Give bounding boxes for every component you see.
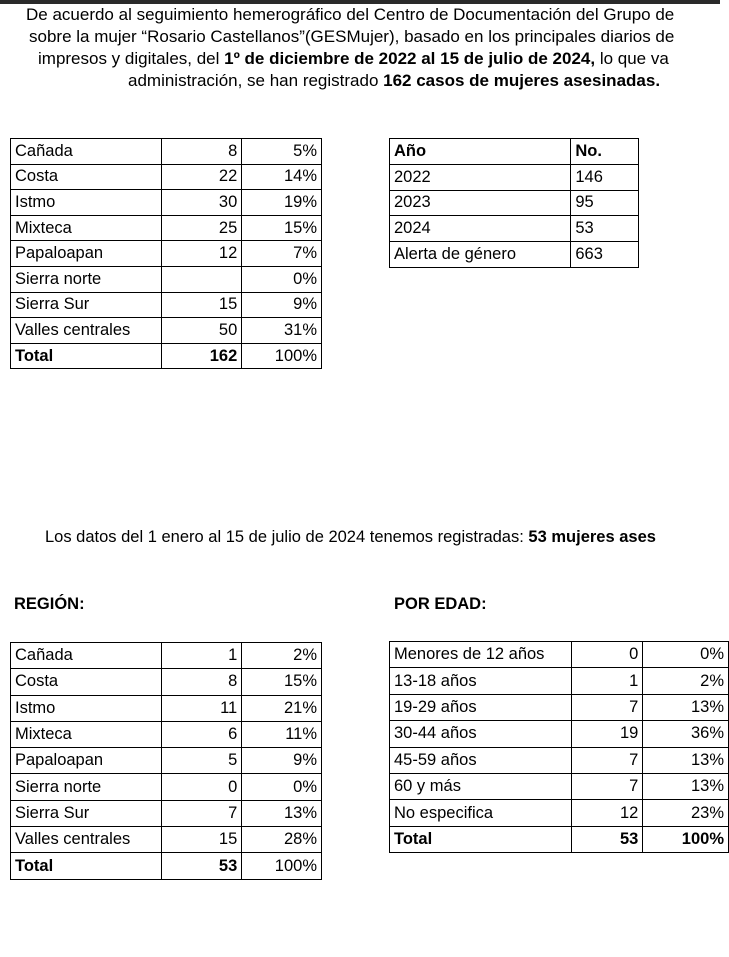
intro-line-3-tail: lo que va — [595, 49, 669, 68]
year-header-label: Año — [390, 139, 571, 165]
intro-period-bold: 1º de diciembre de 2022 al 15 de julio de 2024, — [224, 49, 596, 68]
age-range-cell: Menores de 12 años — [390, 642, 572, 668]
age-count-cell: 1 — [571, 668, 643, 694]
table-row — [390, 800, 729, 826]
region-percent-cell: 13% — [242, 800, 322, 826]
region-percent-cell: 5% — [242, 139, 322, 165]
table-row — [11, 139, 322, 165]
year-cell: 2024 — [390, 216, 571, 242]
region-percent-cell: 0% — [242, 774, 322, 800]
region-name-cell: Papaloapan — [11, 241, 162, 267]
region-count-cell: 8 — [161, 139, 242, 165]
total-label-cell: Total — [390, 826, 572, 852]
age-table — [389, 641, 729, 853]
age-percent-cell: 0% — [643, 642, 729, 668]
region-count-cell — [161, 266, 242, 292]
intro-line-4 — [128, 70, 660, 92]
year-cell: Alerta de género — [390, 242, 571, 268]
total-row — [11, 343, 322, 369]
region-count-cell: 0 — [161, 774, 242, 800]
region-percent-cell: 7% — [242, 241, 322, 267]
age-range-cell: 30-44 años — [390, 721, 572, 747]
table-row — [390, 747, 729, 773]
age-percent-cell: 13% — [643, 773, 729, 799]
table-row — [11, 721, 322, 747]
region-count-cell: 12 — [161, 241, 242, 267]
year-cell: 2023 — [390, 190, 571, 216]
table-row — [11, 190, 322, 216]
age-count-cell: 0 — [571, 642, 643, 668]
age-percent-cell: 13% — [643, 694, 729, 720]
table-row — [11, 215, 322, 241]
summary-count-bold: 53 mujeres ases — [528, 528, 656, 546]
year-table-header — [390, 139, 639, 165]
age-range-cell: 13-18 años — [390, 668, 572, 694]
region-percent-cell: 11% — [242, 721, 322, 747]
age-count-cell: 12 — [571, 800, 643, 826]
region-name-cell: Istmo — [11, 695, 162, 721]
region-percent-cell: 14% — [242, 164, 322, 190]
intro-line-3-text: impresos y digitales, del — [38, 49, 225, 68]
region-count-cell: 30 — [161, 190, 242, 216]
region-count-cell: 25 — [161, 215, 242, 241]
year-count-cell: 95 — [571, 190, 639, 216]
region-name-cell: Sierra Sur — [11, 800, 162, 826]
table-row — [11, 827, 322, 853]
intro-total-cases-bold: 162 casos de mujeres asesinadas. — [383, 71, 661, 90]
region-name-cell: Cañada — [11, 643, 162, 669]
region-count-cell: 1 — [161, 643, 242, 669]
age-range-cell: No especifica — [390, 800, 572, 826]
region-name-cell: Valles centrales — [11, 318, 162, 344]
region-name-cell: Costa — [11, 164, 162, 190]
region-name-cell: Cañada — [11, 139, 162, 165]
total-label-cell: Total — [11, 343, 162, 369]
table-row — [390, 721, 729, 747]
region-percent-cell: 9% — [242, 292, 322, 318]
summary-text: Los datos del 1 enero al 15 de julio de 2024 tenemos registradas: — [45, 528, 529, 546]
total-count-cell: 53 — [161, 853, 242, 879]
table-row — [11, 669, 322, 695]
age-percent-cell: 36% — [643, 721, 729, 747]
table-row — [11, 800, 322, 826]
table-row — [11, 748, 322, 774]
region-percent-cell: 31% — [242, 318, 322, 344]
region-name-cell: Mixteca — [11, 721, 162, 747]
region-name-cell: Sierra Sur — [11, 292, 162, 318]
table-row — [11, 266, 322, 292]
region-name-cell: Istmo — [11, 190, 162, 216]
table-row — [390, 773, 729, 799]
total-percent-cell: 100% — [242, 853, 322, 879]
age-count-cell: 7 — [571, 773, 643, 799]
age-range-cell: 19-29 años — [390, 694, 572, 720]
period-2024-summary — [45, 526, 656, 548]
region-percent-cell: 15% — [242, 669, 322, 695]
year-cell: 2022 — [390, 164, 571, 190]
region-name-cell: Sierra norte — [11, 774, 162, 800]
age-range-cell: 45-59 años — [390, 747, 572, 773]
total-count-cell: 53 — [571, 826, 643, 852]
table-row — [11, 292, 322, 318]
region-percent-cell: 19% — [242, 190, 322, 216]
region-percent-cell: 15% — [242, 215, 322, 241]
table-row — [390, 694, 729, 720]
age-heading: POR EDAD: — [394, 595, 487, 613]
total-count-cell: 162 — [161, 343, 242, 369]
region-count-cell: 11 — [161, 695, 242, 721]
table-row — [11, 643, 322, 669]
table-row — [11, 774, 322, 800]
total-row — [11, 853, 322, 879]
region-count-cell: 5 — [161, 748, 242, 774]
age-range-cell: 60 y más — [390, 773, 572, 799]
region-name-cell: Papaloapan — [11, 748, 162, 774]
region-count-cell: 8 — [161, 669, 242, 695]
count-header-label: No. — [571, 139, 639, 165]
region-percent-cell: 0% — [242, 266, 322, 292]
region-count-cell: 6 — [161, 721, 242, 747]
region-table-2024 — [10, 642, 322, 880]
table-row — [390, 190, 639, 216]
intro-line-1: De acuerdo al seguimiento hemerográfico del Centro de Documentación del Grupo de — [26, 5, 675, 24]
total-label-cell: Total — [11, 853, 162, 879]
total-percent-cell: 100% — [242, 343, 322, 369]
total-percent-cell: 100% — [643, 826, 729, 852]
age-percent-cell: 23% — [643, 800, 729, 826]
region-count-cell: 50 — [161, 318, 242, 344]
age-count-cell: 7 — [571, 747, 643, 773]
table-row — [390, 642, 729, 668]
age-count-cell: 7 — [571, 694, 643, 720]
region-heading: REGIÓN: — [14, 595, 85, 613]
region-count-cell: 7 — [161, 800, 242, 826]
region-count-cell: 15 — [161, 292, 242, 318]
table-row — [11, 695, 322, 721]
year-table — [389, 138, 639, 268]
region-count-cell: 22 — [161, 164, 242, 190]
age-percent-cell: 13% — [643, 747, 729, 773]
year-count-cell: 663 — [571, 242, 639, 268]
region-table-total — [10, 138, 322, 369]
intro-line-3 — [38, 48, 669, 70]
region-percent-cell: 21% — [242, 695, 322, 721]
year-count-cell: 53 — [571, 216, 639, 242]
table-row — [11, 318, 322, 344]
table-row — [390, 164, 639, 190]
year-count-cell: 146 — [571, 164, 639, 190]
age-count-cell: 19 — [571, 721, 643, 747]
age-percent-cell: 2% — [643, 668, 729, 694]
region-percent-cell: 9% — [242, 748, 322, 774]
table-row — [11, 241, 322, 267]
region-name-cell: Sierra norte — [11, 266, 162, 292]
table-row — [390, 668, 729, 694]
intro-line-2: sobre la mujer “Rosario Castellanos”(GESMujer), basado en los principales diarios de — [29, 27, 675, 46]
region-percent-cell: 2% — [242, 643, 322, 669]
region-count-cell: 15 — [161, 827, 242, 853]
total-row — [390, 826, 729, 852]
region-name-cell: Mixteca — [11, 215, 162, 241]
region-percent-cell: 28% — [242, 827, 322, 853]
table-row — [11, 164, 322, 190]
region-name-cell: Valles centrales — [11, 827, 162, 853]
region-name-cell: Costa — [11, 669, 162, 695]
intro-line-4-text: administración, se han registrado — [128, 71, 384, 90]
table-row — [390, 242, 639, 268]
table-row — [390, 216, 639, 242]
